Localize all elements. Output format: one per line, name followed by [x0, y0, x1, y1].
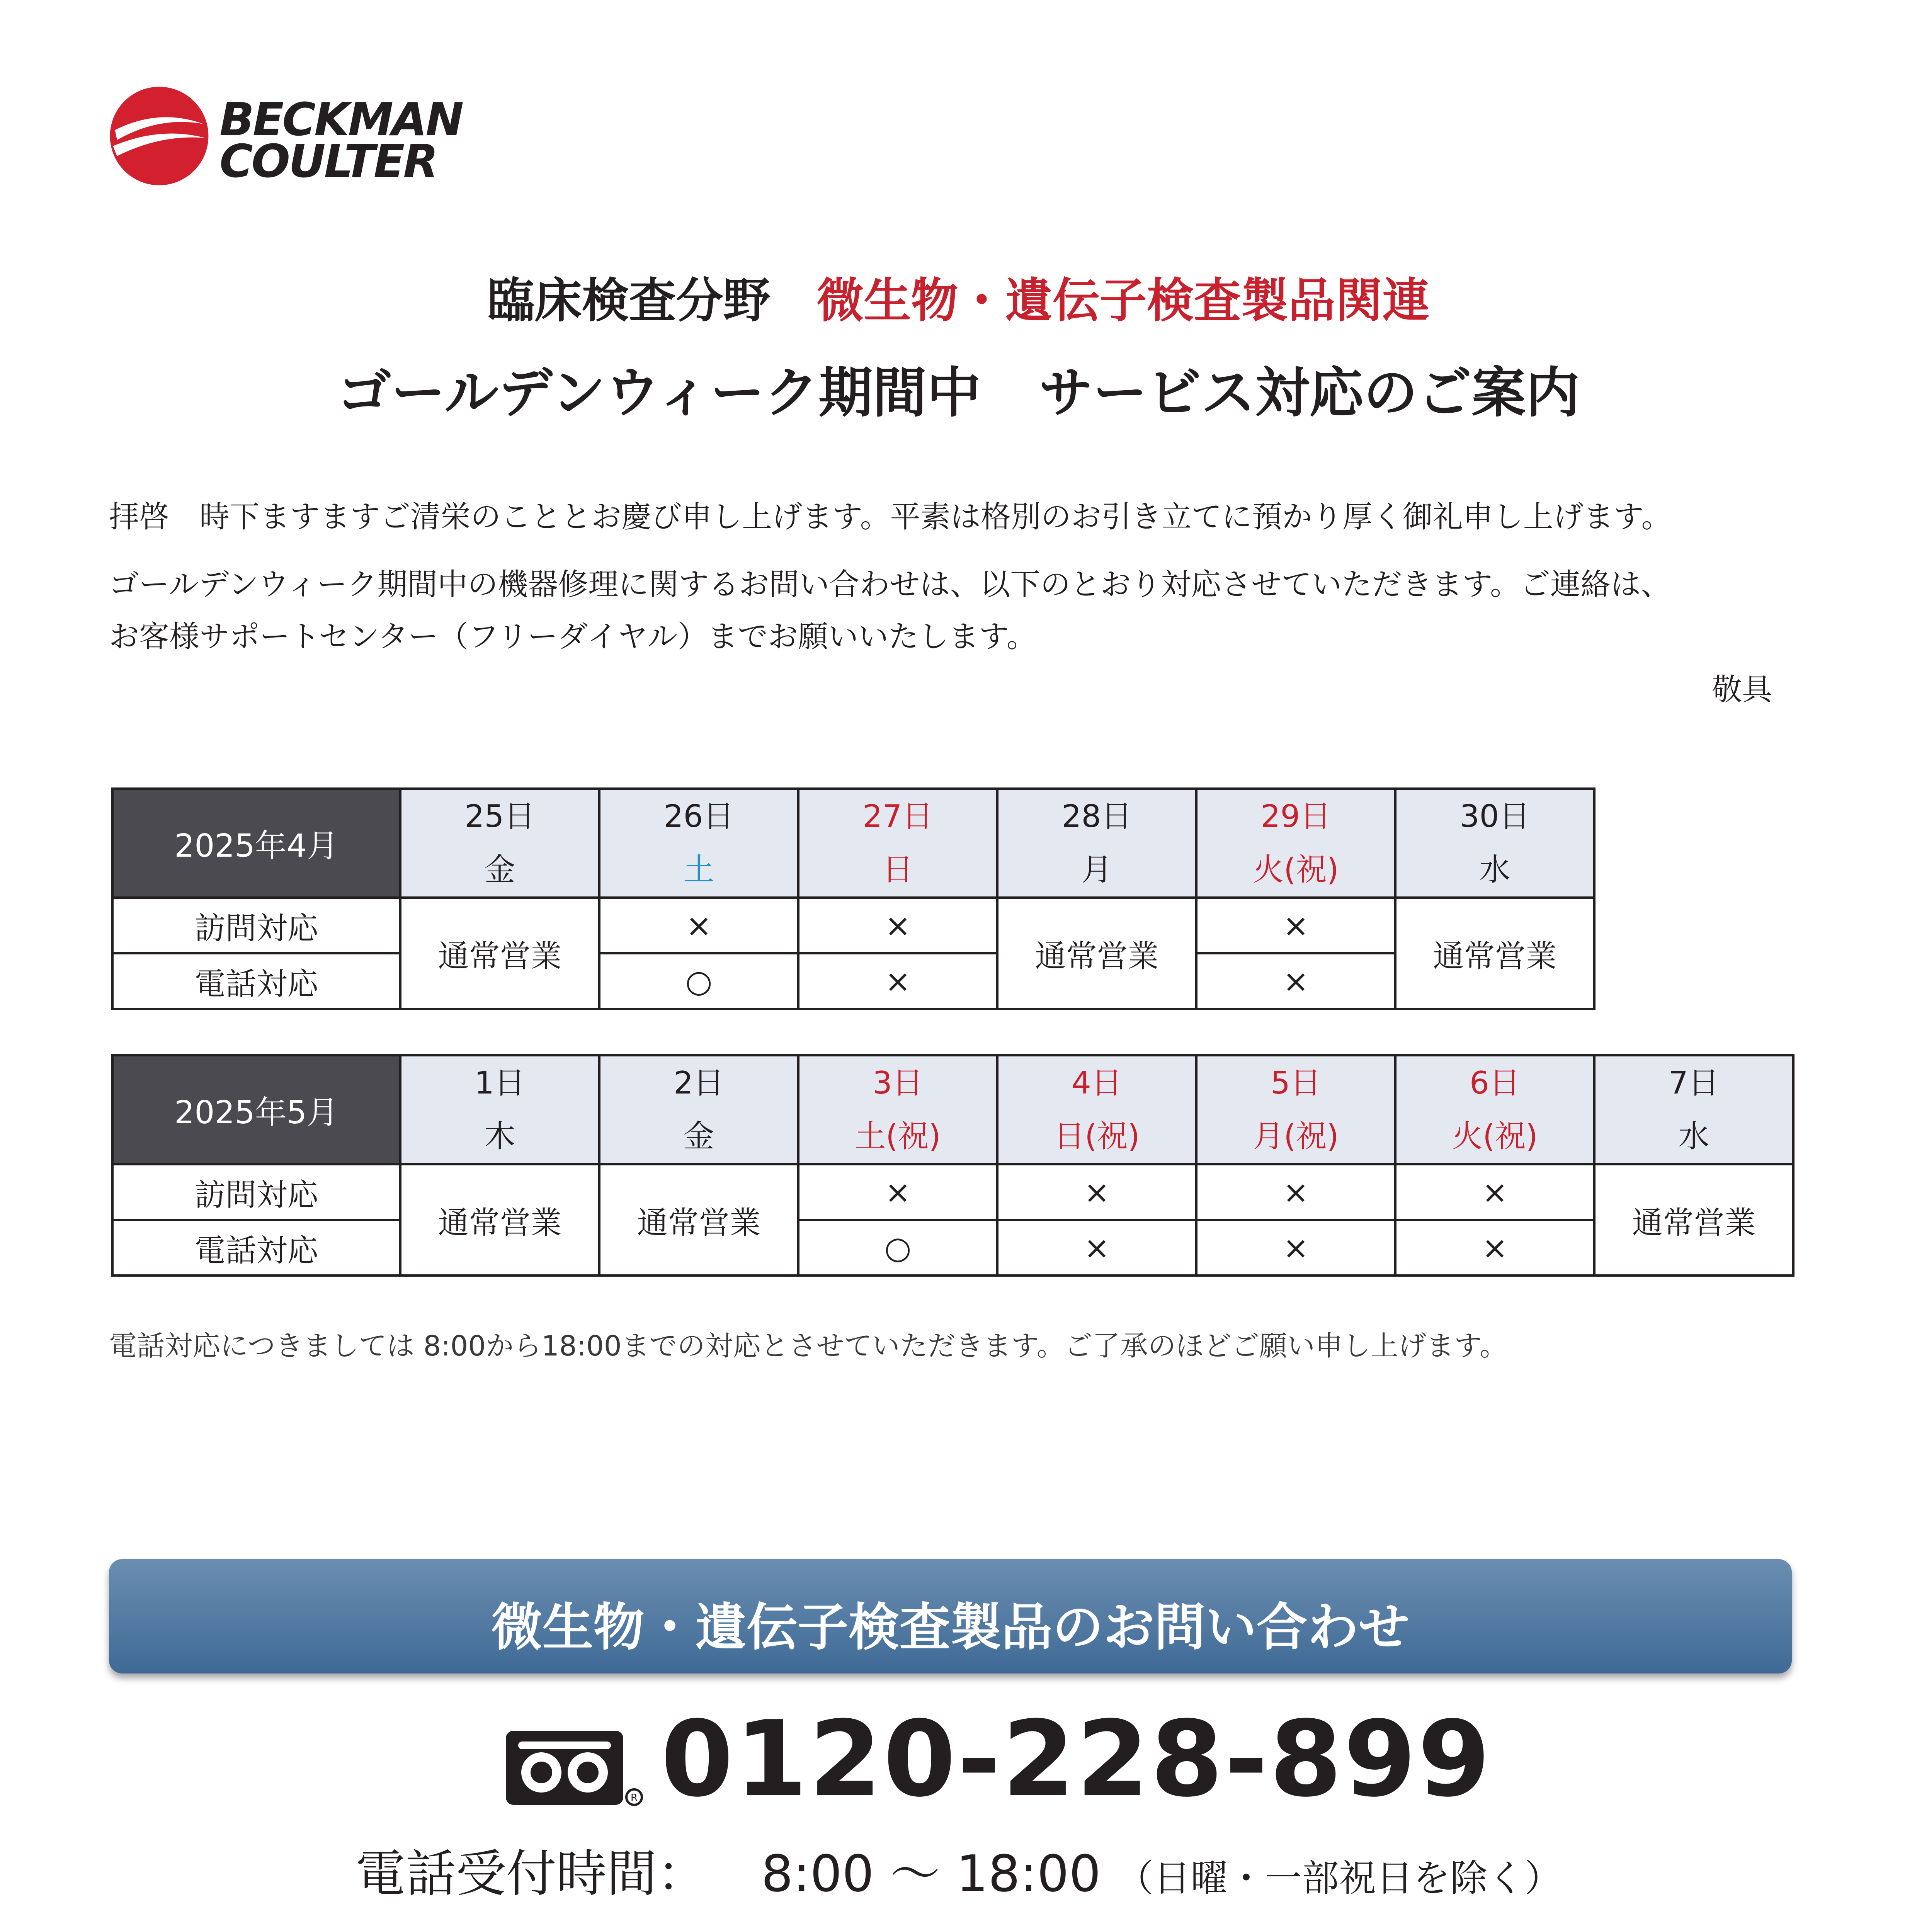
schedule-cell: 通常営業: [1594, 1164, 1793, 1276]
subtitle-service: サービス対応のご案内: [1039, 362, 1580, 425]
schedule-cell: ×: [997, 1164, 1196, 1220]
day-header: 6日 火(祝): [1395, 1055, 1594, 1164]
schedule-cell: ×: [798, 898, 997, 953]
logo-ball-icon: [109, 86, 209, 186]
body-paragraph-line1: ゴールデンウィーク期間中の機器修理に関するお問い合わせは、以下のとおり対応させていただきます。ご連絡は、: [109, 567, 1671, 602]
row-label-visit: 訪問対応: [112, 898, 400, 953]
row-label-phone: 電話対応: [112, 953, 400, 1009]
contact-banner: [109, 1559, 1792, 1673]
day-header: 28日 月: [997, 789, 1196, 898]
phone-number[interactable]: 0120-228-899: [661, 1698, 1492, 1820]
schedule-cell: 通常営業: [1395, 898, 1594, 1009]
hours-label: 電話受付時間：: [355, 1844, 707, 1903]
day-header: 30日 水: [1395, 789, 1594, 898]
closing-text: 敬具: [1712, 672, 1772, 707]
row-label-phone: 電話対応: [112, 1220, 400, 1276]
title-category: 臨床検査分野: [487, 273, 771, 328]
title-product: 微生物・遺伝子検査製品関連: [816, 273, 1430, 328]
schedule-cell: ×: [798, 1164, 997, 1220]
schedule-cell: ×: [599, 898, 798, 953]
greeting-text: 拝啓 時下ますますご清栄のこととお慶び申し上げます。平素は格別のお引き立てに預かり厚く御礼申し上げます。: [109, 500, 1672, 534]
page-title: [0, 263, 1917, 330]
day-header: 27日 日: [798, 789, 997, 898]
hours-value: 8:00 〜 18:00: [761, 1844, 1101, 1903]
schedule-cell: ×: [1395, 1220, 1594, 1276]
schedule-cell: 通常営業: [997, 898, 1196, 1009]
schedule-cell: ×: [997, 1220, 1196, 1276]
schedule-cell: ×: [798, 953, 997, 1009]
day-header: 3日 土(祝): [798, 1055, 997, 1164]
day-header: 7日 水: [1594, 1055, 1793, 1164]
schedule-cell: ○: [599, 953, 798, 1009]
logo-text-coulter: COULTER: [219, 134, 437, 188]
day-header: 5日 月(祝): [1196, 1055, 1395, 1164]
april-schedule-table: [111, 787, 1596, 1010]
beckman-coulter-logo: [109, 77, 480, 193]
day-header: 26日 土: [599, 789, 798, 898]
day-header: 29日 火(祝): [1196, 789, 1395, 898]
schedule-cell: ×: [1196, 1220, 1395, 1276]
may-schedule-table: [111, 1054, 1795, 1277]
schedule-cell: 通常営業: [400, 898, 599, 1009]
hours-note: （日曜・一部祝日を除く）: [1116, 1857, 1562, 1900]
schedule-cell: ○: [798, 1220, 997, 1276]
day-header: 4日 日(祝): [997, 1055, 1196, 1164]
schedule-cell: ×: [1196, 898, 1395, 953]
schedule-cell: 通常営業: [400, 1164, 599, 1276]
month-label: 2025年4月: [112, 789, 400, 898]
day-header: 2日 金: [599, 1055, 798, 1164]
phone-hours-note: 電話対応につきましては 8:00から18:00までの対応とさせていただきます。ご了承のほどご願い申し上げます。: [109, 1330, 1508, 1362]
day-header: 25日 金: [400, 789, 599, 898]
month-label: 2025年5月: [112, 1055, 400, 1164]
schedule-cell: ×: [1196, 1164, 1395, 1220]
row-label-visit: 訪問対応: [112, 1164, 400, 1220]
day-header: 1日 木: [400, 1055, 599, 1164]
body-paragraph-line2: お客様サポートセンター（フリーダイヤル）までお願いいたします。: [109, 619, 1037, 654]
schedule-cell: ×: [1196, 953, 1395, 1009]
logo-text-beckman: BECKMAN: [219, 93, 463, 146]
contact-banner-title: 微生物・遺伝子検査製品のお問い合わせ: [491, 1598, 1410, 1657]
reception-hours: [0, 1833, 1917, 1906]
subtitle-period: ゴールデンウィーク期間中: [337, 362, 981, 425]
page-subtitle: [0, 350, 1917, 427]
schedule-cell: ×: [1395, 1164, 1594, 1220]
freedial-icon: [504, 1729, 643, 1806]
svg-text:R: R: [630, 1792, 638, 1804]
schedule-cell: 通常営業: [599, 1164, 798, 1276]
